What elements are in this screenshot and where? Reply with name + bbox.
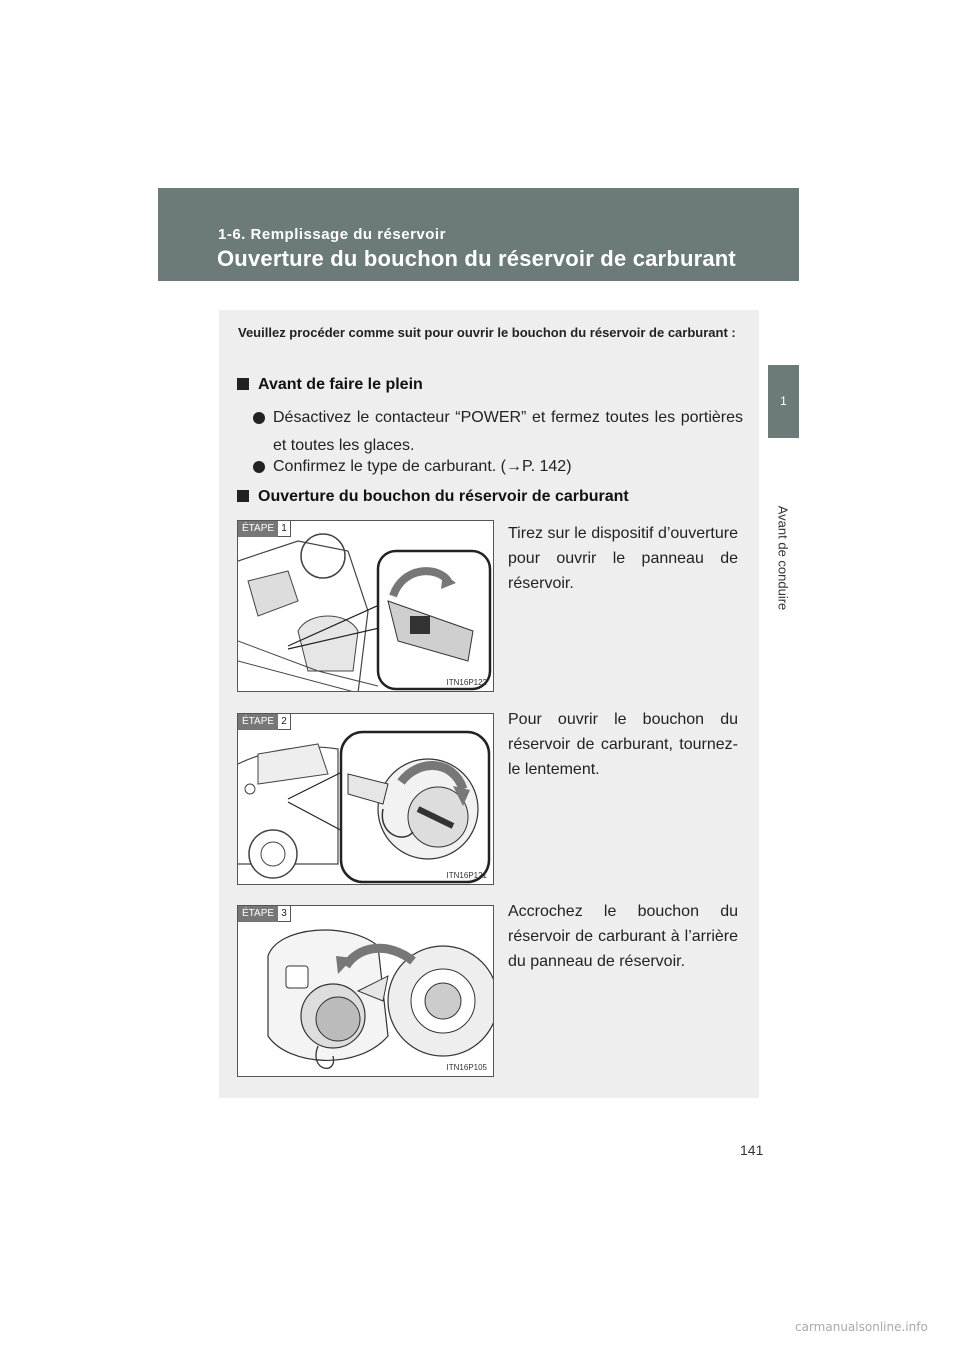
car-interior-illustration: [238, 521, 494, 692]
square-bullet-icon: [237, 490, 249, 502]
square-bullet-icon: [237, 378, 249, 390]
section-title: 1-6. Remplissage du réservoir: [218, 226, 446, 243]
step-badge-label: ÉTAPE: [238, 906, 278, 922]
bullet-text: Désactivez le contacteur “POWER” et fermez toutes les portières et toutes les glaces.: [273, 409, 743, 454]
step-badge: [238, 906, 291, 922]
bullet-text: Confirmez le type de carburant. (→P. 142): [273, 458, 572, 475]
figure-code: ITN16P122: [446, 678, 487, 687]
step-3-text: Accrochez le bouchon du réservoir de carburant à l’arrière du panneau de réservoir.: [508, 903, 738, 970]
step-badge-number: 3: [278, 906, 291, 922]
figure-step-2: [237, 713, 494, 885]
step-badge: [238, 521, 291, 537]
chapter-label: Avant de conduire: [775, 505, 791, 611]
content-panel: [219, 310, 759, 1098]
step-badge-label: ÉTAPE: [238, 714, 278, 730]
heading-ouverture: [237, 488, 629, 506]
fuel-cap-illustration: [238, 714, 494, 885]
step-badge-number: 2: [278, 714, 291, 730]
step-badge-number: 1: [278, 521, 291, 537]
page-header: [158, 188, 799, 281]
bullet-item: [253, 453, 743, 481]
fuel-cap-hook-illustration: [238, 906, 494, 1077]
bullet-item: [253, 404, 743, 460]
watermark-text: carmanualsonline.info: [795, 1320, 928, 1334]
figure-step-3: [237, 905, 494, 1077]
bullet-dot-icon: [253, 461, 265, 473]
step-badge-label: ÉTAPE: [238, 521, 278, 537]
page-title: Ouverture du bouchon du réservoir de carburant: [217, 246, 736, 271]
page-number: 141: [740, 1142, 764, 1158]
heading-avant-plein: [237, 376, 423, 394]
heading-avant-plein-text: Avant de faire le plein: [258, 376, 423, 393]
figure-code: ITN16P121: [446, 871, 487, 880]
intro-text: Veuillez procéder comme suit pour ouvrir le bouchon du réservoir de carburant :: [238, 325, 736, 340]
step-badge: [238, 714, 291, 730]
figure-step-1: [237, 520, 494, 692]
bullet-dot-icon: [253, 412, 265, 424]
chapter-tab: 1: [768, 365, 799, 438]
step-2-text: Pour ouvrir le bouchon du réservoir de carburant, tournez-le lentement.: [508, 711, 738, 778]
figure-code: ITN16P105: [446, 1063, 487, 1072]
heading-ouverture-text: Ouverture du bouchon du réservoir de carburant: [258, 488, 629, 505]
step-1-text: Tirez sur le dispositif d’ouverture pour ouvrir le panneau de réservoir.: [508, 525, 738, 592]
